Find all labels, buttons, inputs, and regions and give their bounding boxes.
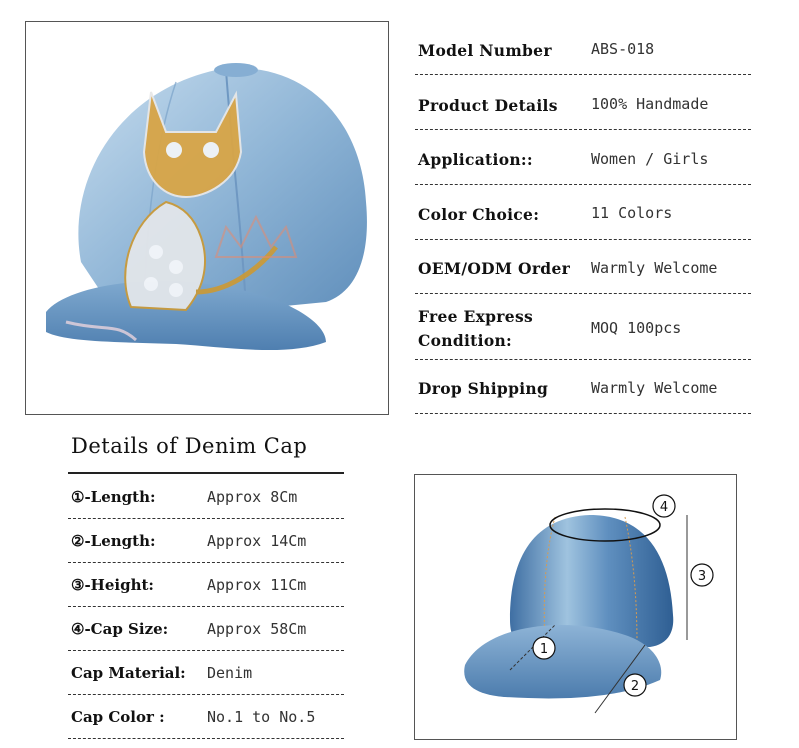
spec-value: ABS-018 (591, 40, 655, 58)
detail-label-length-2: ②-Length: (71, 532, 156, 550)
plain-denim-cap-image (415, 475, 736, 739)
spec-value: 100% Handmade (591, 95, 709, 113)
row-divider (68, 606, 344, 607)
row-divider (415, 293, 751, 294)
measurement-diagram (414, 474, 737, 740)
spec-value: 11 Colors (591, 204, 673, 222)
marker-2-label: 2 (630, 679, 640, 694)
spec-value: Women / Girls (591, 150, 709, 168)
spec-value: MOQ 100pcs (591, 319, 682, 337)
detail-label-height: ③-Height: (71, 576, 154, 594)
marker-4-label: 4 (659, 500, 669, 515)
row-divider (415, 129, 751, 130)
row-divider (68, 650, 344, 651)
spec-label: Drop Shipping (418, 379, 549, 398)
row-divider (68, 738, 344, 739)
row-divider (415, 239, 751, 240)
marker-3-label: 3 (697, 569, 707, 584)
spec-label: Product Details (418, 96, 558, 115)
spec-row-color-choice (415, 203, 751, 241)
spec-row-oem-odm (415, 257, 751, 295)
detail-label-color: Cap Color : (71, 708, 165, 726)
detail-label-material: Cap Material: (71, 664, 186, 682)
row-divider (415, 413, 751, 414)
row-divider (415, 74, 751, 75)
row-divider (415, 359, 751, 360)
detail-value-height: Approx 11Cm (207, 576, 307, 594)
spec-label: OEM/ODM Order (418, 259, 571, 278)
detail-label-cap-size: ④-Cap Size: (71, 620, 169, 638)
spec-row-application (415, 148, 751, 186)
spec-label-line1: Free Express (418, 307, 533, 326)
details-table (0, 470, 360, 748)
detail-value-color: No.1 to No.5 (207, 708, 316, 726)
row-divider (68, 694, 344, 695)
spec-label-line2: Condition: (418, 331, 513, 350)
spec-label: Color Choice: (418, 205, 540, 224)
detail-value-length-1: Approx 8Cm (207, 488, 298, 506)
details-title: Details of Denim Cap (71, 434, 308, 458)
detail-value-cap-size: Approx 58Cm (207, 620, 307, 638)
spec-label: Model Number (418, 41, 552, 60)
detail-label-length-1: ①-Length: (71, 488, 156, 506)
spec-row-drop-shipping (415, 378, 751, 416)
row-divider (415, 184, 751, 185)
spec-value: Warmly Welcome (591, 379, 718, 397)
spec-row-free-express (415, 306, 751, 360)
detail-value-length-2: Approx 14Cm (207, 532, 307, 550)
spec-label: Application:: (418, 150, 533, 169)
detail-value-material: Denim (207, 664, 253, 682)
spec-row-product-details (415, 93, 751, 131)
row-divider (68, 518, 344, 519)
spec-row-model-number (415, 38, 751, 76)
row-divider (68, 562, 344, 563)
spec-value: Warmly Welcome (591, 259, 718, 277)
marker-1-label: 1 (539, 642, 549, 657)
